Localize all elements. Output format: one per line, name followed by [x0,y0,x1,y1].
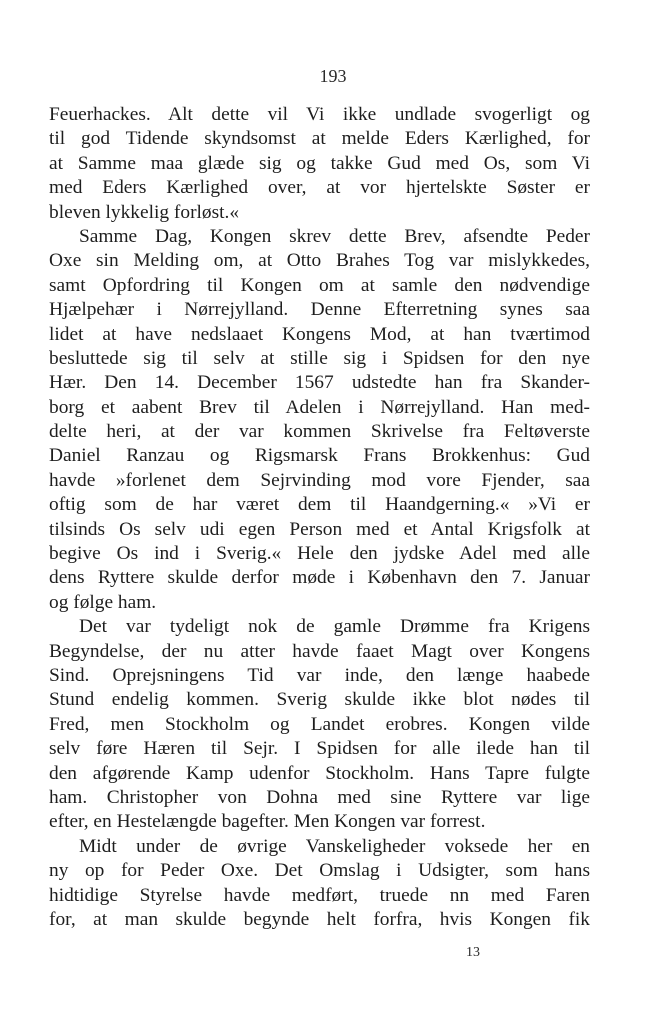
text-line: bleven lykkelig forløst.« [49,201,240,223]
text-line: oftig som de har været dem til Haandgerning.« »Vi er [49,494,590,516]
text-line: besluttede sig til selv at stille sig i Spidsen for den nye [49,347,590,369]
text-line: hidtidige Styrelse havde medført, truede nn med Faren [49,884,590,906]
text-line: Hær. Den 14. December 1567 udstedte han fra Skander- [49,372,590,394]
text-line: til god Tidende skyndsomst at melde Eders Kærlighed, for [49,128,590,150]
text-line: delte heri, at der var kommen Skrivelse fra Feltøverste [49,421,590,443]
text-line: ham. Christopher von Dohna med sine Ryttere var lige [49,786,590,808]
text-line: Det var tydeligt nok de gamle Drømme fra Krigens [79,616,590,638]
signature-mark: 13 [466,945,480,960]
text-line: begive Os ind i Sverig.« Hele den jydske Adel med alle [49,543,590,565]
text-line: den afgørende Kamp udenfor Stockholm. Hans Tapre fulgte [49,762,590,784]
text-line: lidet at have nedslaaet Kongens Mod, at han tværtimod [49,323,590,345]
text-line: havde »forlenet dem Sejrvinding mod vore Fjender, saa [49,469,590,491]
text-line: samt Opfordring til Kongen om at samle den nødvendige [49,274,590,296]
text-line: Daniel Ranzau og Rigsmarsk Frans Brokkenhus: Gud [49,445,590,467]
text-line: Stund endelig kommen. Sverig skulde ikke blot nødes til [49,689,590,711]
text-line: dens Ryttere skulde derfor møde i København den 7. Januar [49,567,590,589]
text-line: Sind. Oprejsningens Tid var inde, den længe haabede [49,664,590,686]
text-line: Fred, men Stockholm og Landet erobres. Kongen vilde [49,713,590,735]
text-line: Samme Dag, Kongen skrev dette Brev, afsendte Peder [79,225,590,247]
text-line: for, at man skulde begynde helt forfra, hvis Kongen fik [49,908,590,930]
text-line: tilsinds Os selv udi egen Person med et Antal Krigsfolk at [49,518,590,540]
page-number: 193 [319,66,347,86]
text-line: borg et aabent Brev til Adelen i Nørrejylland. Han med- [49,396,590,418]
text-line: Oxe sin Melding om, at Otto Brahes Tog var mislykkedes, [49,250,590,272]
text-line: selv føre Hæren til Sejr. I Spidsen for alle ilede han til [49,738,590,760]
body-text [49,103,590,932]
text-line: med Eders Kærlighed over, at vor hjertelskte Søster er [49,177,590,199]
text-line: og følge ham. [49,591,157,613]
text-line: Hjælpehær i Nørrejylland. Denne Efterretning synes saa [49,299,590,321]
text-line: Feuerhackes. Alt dette vil Vi ikke undlade svogerligt og [49,104,590,125]
text-line: at Samme maa glæde sig og takke Gud med Os, som Vi [49,152,590,174]
text-line: ny op for Peder Oxe. Det Omslag i Udsigter, som hans [49,860,590,882]
text-line: Begyndelse, der nu atter havde faaet Magt over Kongens [49,640,590,662]
text-line: Midt under de øvrige Vanskeligheder voksede her en [79,835,590,857]
text-line: efter, en Hestelængde bagefter. Men Kongen var forrest. [49,811,486,833]
